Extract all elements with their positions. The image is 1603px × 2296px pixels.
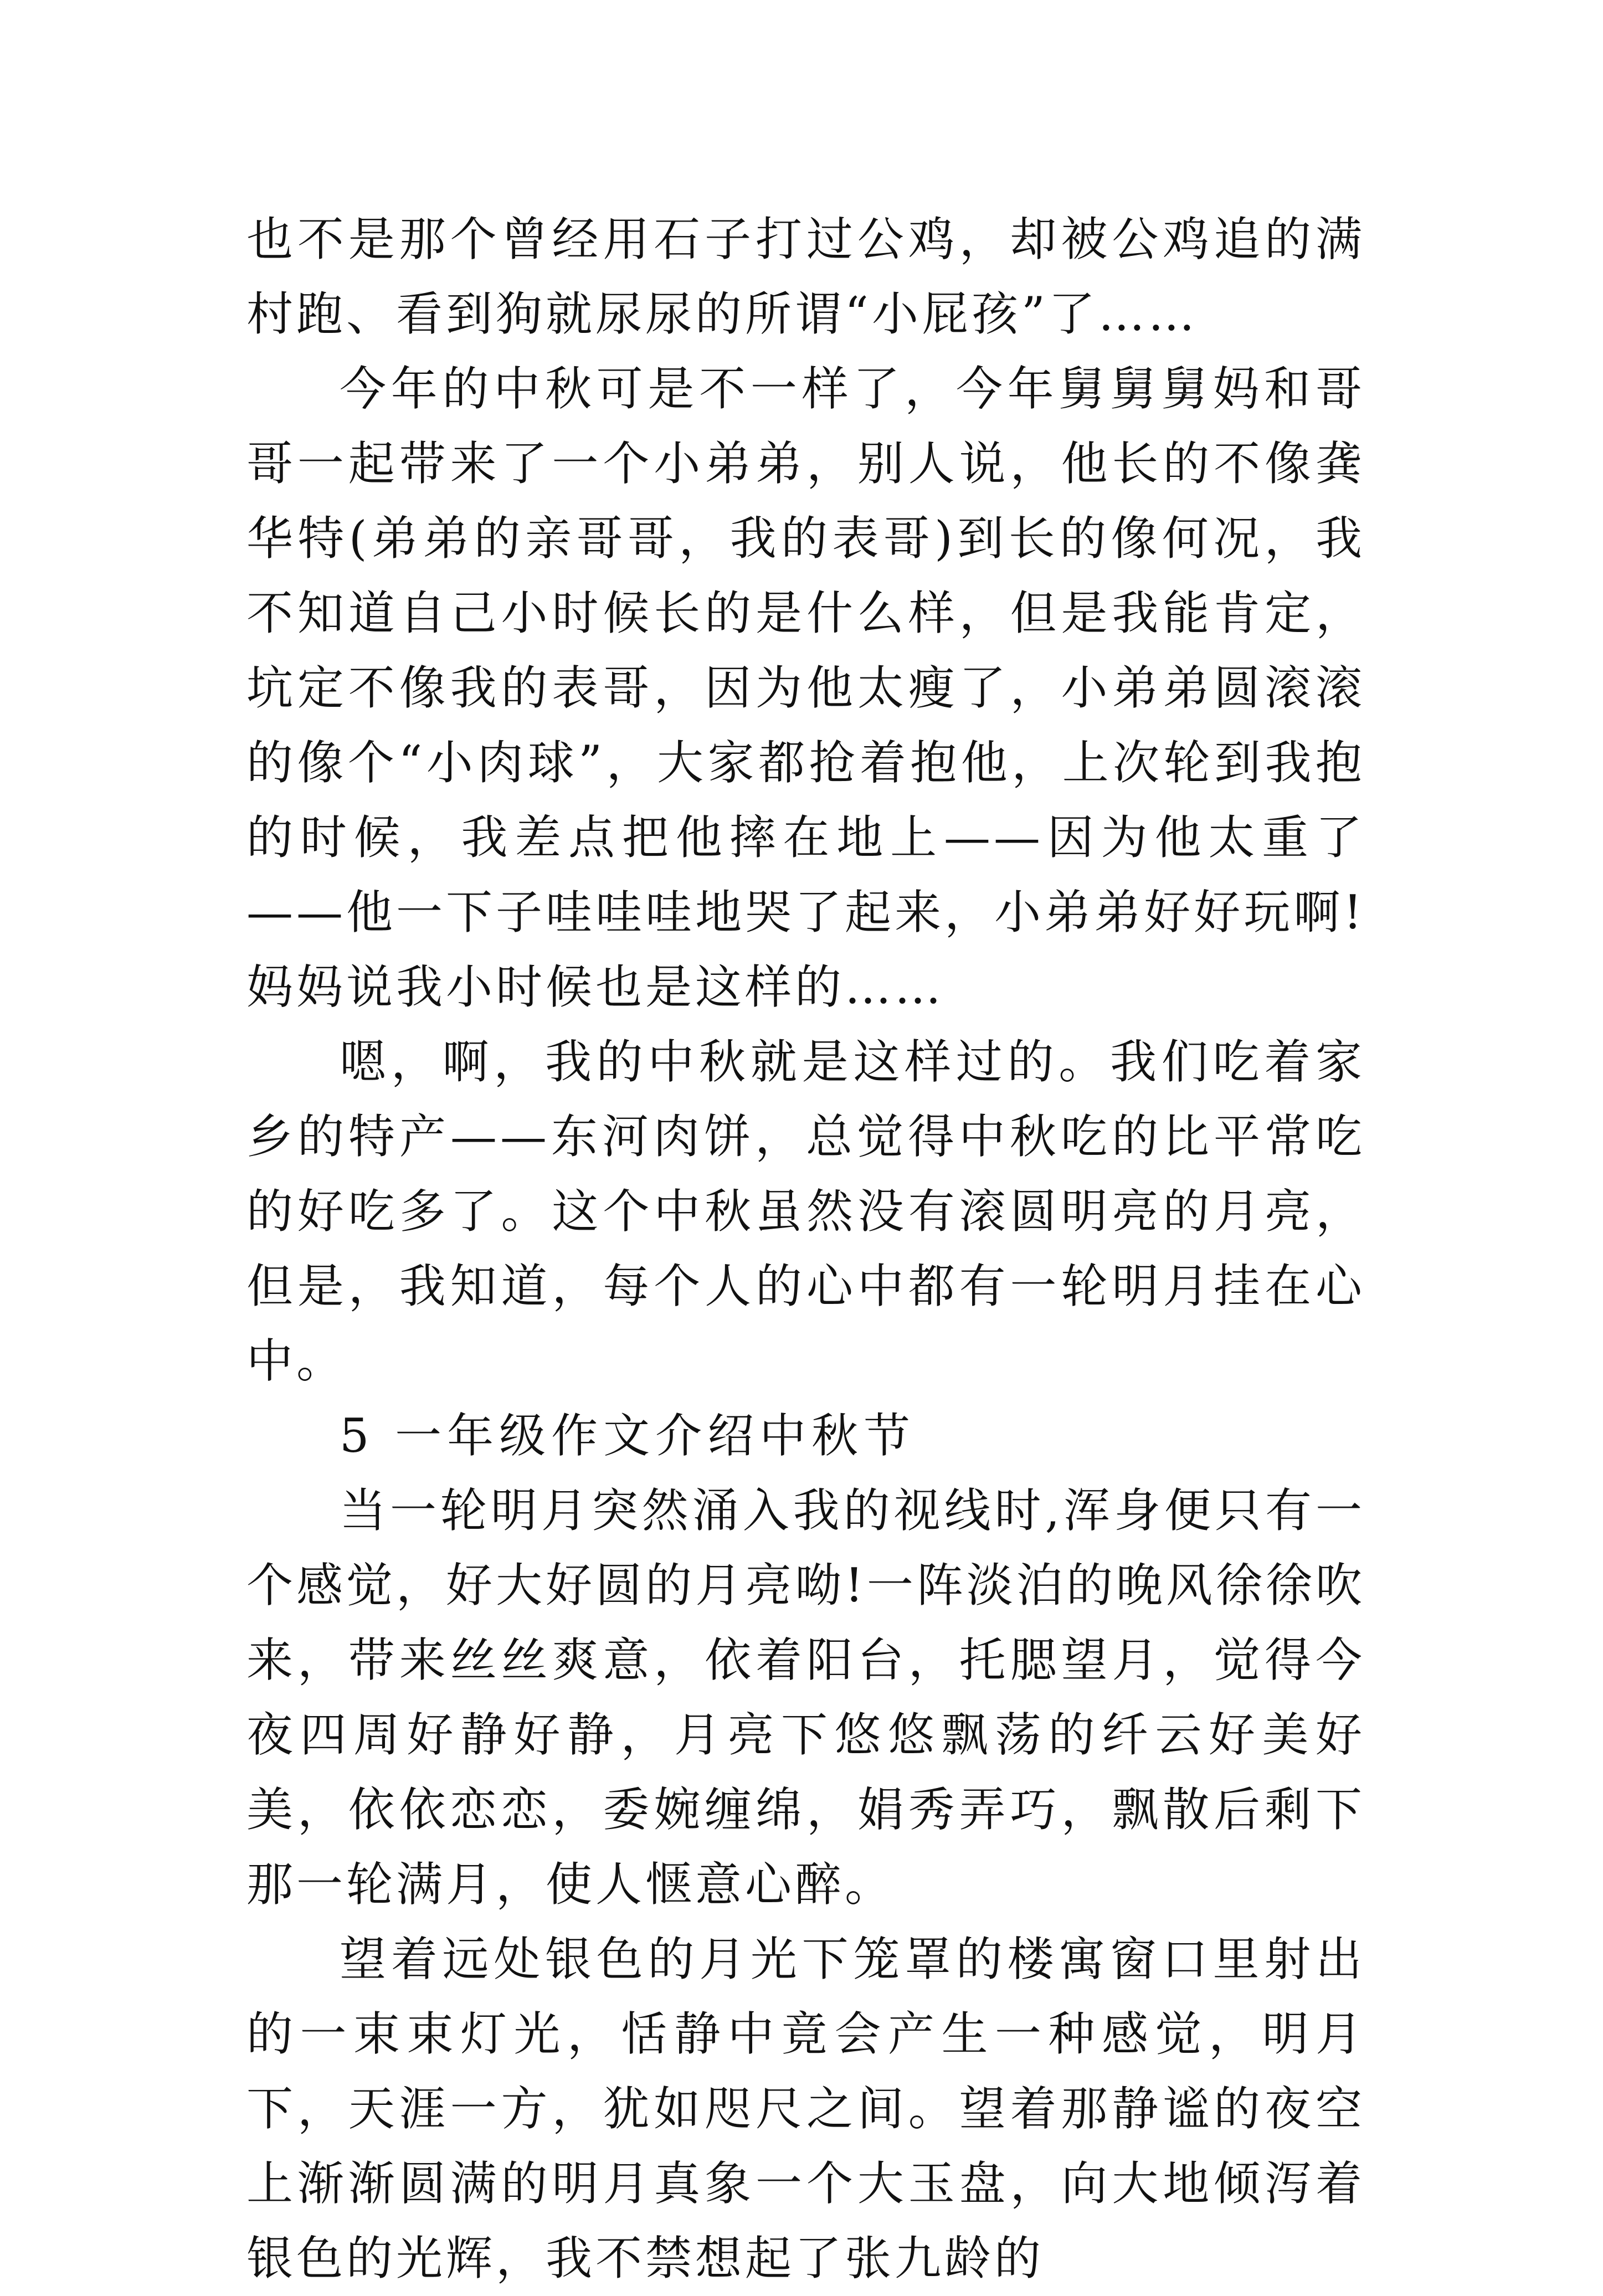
paragraph: 望着远处银色的月光下笼罩的楼寓窗口里射出的一束束灯光，恬静中竟会产生一种感觉，明月下，天涯一方，犹如咫尺之间。望着那静谧的夜空上渐渐圆满的明月真象一个大玉盘，向大地倾泻着银色的光辉，我不禁想起了张九龄的	[246, 1932, 1365, 2285]
paragraph: 当一轮明月突然涌入我的视线时,浑身便只有一个感觉，好大好圆的月亮呦!一阵淡泊的晚风徐徐吹来，带来丝丝爽意，依着阳台，托腮望月，觉得今夜四周好静好静，月亮下悠悠飘荡的纤云好美好美，依依恋恋，委婉缠绵，娟秀弄巧，飘散后剩下那一轮满月，使人惬意心醉。	[246, 1483, 1365, 1912]
paragraph: 今年的中秋可是不一样了，今年舅舅舅妈和哥哥一起带来了一个小弟弟，别人说，他长的不像龚华特(弟弟的亲哥哥，我的表哥)到长的像何况，我不知道自己小时候长的是什么样，但是我能肯定，坑定不像我的表哥，因为他太瘦了，小弟弟圆滚滚的像个“小肉球”，大家都抢着抱他，上次轮到我抱的时候，我差点把他摔在地上——因为他太重了——他一下子哇哇哇地哭了起来，小弟弟好好玩啊!妈妈说我小时候也是这样的……	[246, 362, 1365, 1014]
paragraph: 也不是那个曾经用石子打过公鸡，却被公鸡追的满村跑、看到狗就尿尿的所谓“小屁孩”了……	[246, 212, 1365, 341]
section-heading: 5 一年级作文介绍中秋节	[340, 1409, 916, 1463]
document-page	[246, 202, 1365, 2296]
paragraph: 嗯，啊，我的中秋就是这样过的。我们吃着家乡的特产——东河肉饼，总觉得中秋吃的比平常吃的好吃多了。这个中秋虽然没有滚圆明亮的月亮，但是，我知道，每个人的心中都有一轮明月挂在心中。	[246, 1035, 1365, 1388]
